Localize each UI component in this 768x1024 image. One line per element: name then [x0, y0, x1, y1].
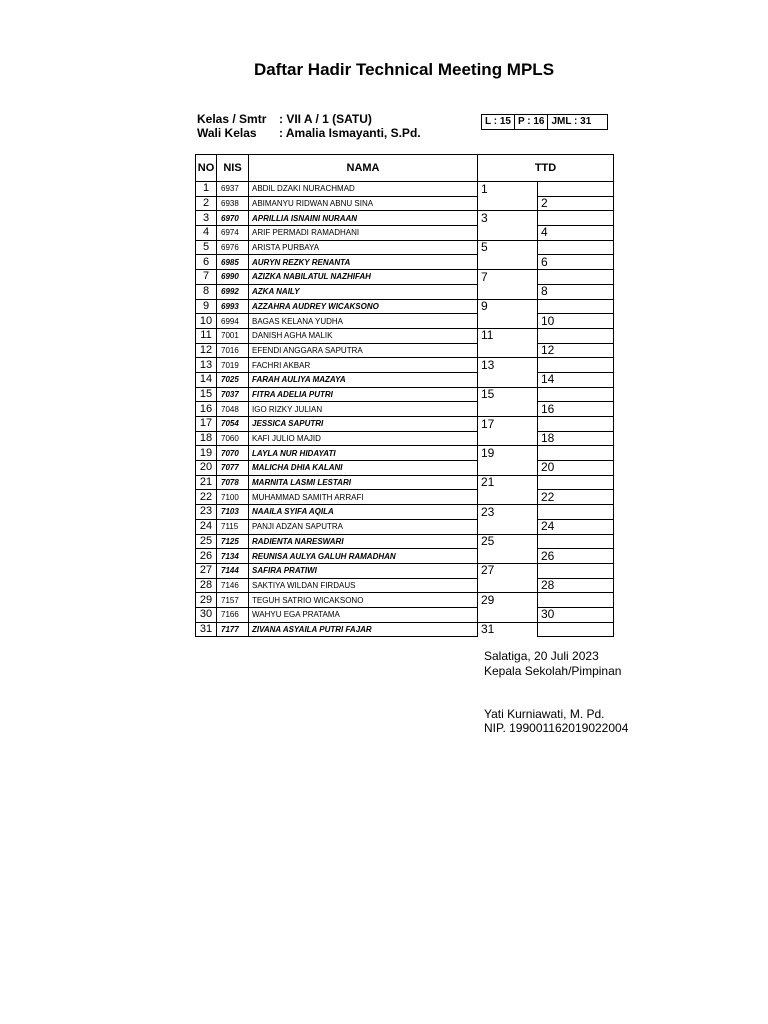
row-ttd-left: 27	[478, 563, 538, 578]
table-row	[196, 593, 614, 608]
table-row	[196, 431, 614, 446]
row-nis: 6974	[217, 226, 249, 241]
row-no: 9	[196, 299, 217, 314]
row-ttd-right	[538, 505, 614, 520]
row-ttd-right: 12	[538, 343, 614, 358]
row-nama: ARISTA PURBAYA	[249, 240, 478, 255]
male-count: L : 15	[482, 115, 515, 129]
row-no: 15	[196, 387, 217, 402]
row-nis: 6937	[217, 182, 249, 197]
row-no: 30	[196, 607, 217, 622]
row-no: 3	[196, 211, 217, 226]
row-ttd-right: 10	[538, 314, 614, 329]
table-row	[196, 446, 614, 461]
row-nama: ABDIL DZAKI NURACHMAD	[249, 182, 478, 197]
row-no: 22	[196, 490, 217, 505]
row-nis: 7134	[217, 549, 249, 564]
row-ttd-left	[478, 226, 538, 241]
row-ttd-right	[538, 270, 614, 285]
table-row	[196, 549, 614, 564]
row-nama: AZIZKA NABILATUL NAZHIFAH	[249, 270, 478, 285]
row-ttd-right: 4	[538, 226, 614, 241]
row-nama: LAYLA NUR HIDAYATI	[249, 446, 478, 461]
kelas-label: Kelas / Smtr	[197, 112, 267, 126]
row-ttd-left	[478, 461, 538, 476]
row-ttd-left	[478, 549, 538, 564]
row-nama: FITRA ADELIA PUTRI	[249, 387, 478, 402]
total-count: JML : 31	[551, 116, 592, 127]
table-row	[196, 358, 614, 373]
row-no: 18	[196, 431, 217, 446]
row-ttd-left: 1	[478, 182, 538, 197]
row-ttd-left: 3	[478, 211, 538, 226]
table-row	[196, 284, 614, 299]
row-nis: 7037	[217, 387, 249, 402]
row-ttd-right: 18	[538, 431, 614, 446]
table-row	[196, 299, 614, 314]
row-nama: FACHRI AKBAR	[249, 358, 478, 373]
row-nama: ABIMANYU RIDWAN ABNU SINA	[249, 196, 478, 211]
row-no: 7	[196, 270, 217, 285]
table-row	[196, 402, 614, 417]
row-ttd-left: 23	[478, 505, 538, 520]
signature-position: Kepala Sekolah/Pimpinan	[484, 664, 622, 678]
table-row	[196, 328, 614, 343]
row-nama: AZKA NAILY	[249, 284, 478, 299]
row-ttd-left	[478, 490, 538, 505]
table-row	[196, 226, 614, 241]
row-ttd-right	[538, 328, 614, 343]
row-nama: SAKTIYA WILDAN FIRDAUS	[249, 578, 478, 593]
row-nama: SAFIRA PRATIWI	[249, 563, 478, 578]
row-no: 29	[196, 593, 217, 608]
row-nama: BAGAS KELANA YUDHA	[249, 314, 478, 329]
row-ttd-right: 2	[538, 196, 614, 211]
row-ttd-left	[478, 578, 538, 593]
row-nis: 6970	[217, 211, 249, 226]
row-ttd-right	[538, 446, 614, 461]
row-no: 20	[196, 461, 217, 476]
row-ttd-left	[478, 314, 538, 329]
row-nama: MARNITA LASMI LESTARI	[249, 475, 478, 490]
gender-summary-box	[481, 114, 608, 130]
row-ttd-right	[538, 417, 614, 432]
row-ttd-left: 31	[478, 622, 538, 637]
row-ttd-left: 5	[478, 240, 538, 255]
row-nis: 7100	[217, 490, 249, 505]
row-nama: RADIENTA NARESWARI	[249, 534, 478, 549]
row-ttd-right	[538, 240, 614, 255]
row-nis: 7157	[217, 593, 249, 608]
row-ttd-right: 22	[538, 490, 614, 505]
signature-name: Yati Kurniawati, M. Pd.	[484, 707, 605, 721]
table-row	[196, 343, 614, 358]
row-no: 19	[196, 446, 217, 461]
row-nis: 7054	[217, 417, 249, 432]
row-nama: ZIVANA ASYAILA PUTRI FAJAR	[249, 622, 478, 637]
row-ttd-right	[538, 593, 614, 608]
wali-label: Wali Kelas	[197, 126, 257, 140]
header-no: NO	[196, 155, 217, 182]
row-ttd-left: 29	[478, 593, 538, 608]
table-row	[196, 270, 614, 285]
table-row	[196, 534, 614, 549]
row-nama: PANJI ADZAN SAPUTRA	[249, 519, 478, 534]
row-no: 31	[196, 622, 217, 637]
row-ttd-right: 30	[538, 607, 614, 622]
row-ttd-left: 13	[478, 358, 538, 373]
row-ttd-right	[538, 299, 614, 314]
header-ttd: TTD	[478, 155, 614, 182]
row-ttd-left: 17	[478, 417, 538, 432]
row-nis: 6938	[217, 196, 249, 211]
table-row	[196, 182, 614, 197]
row-ttd-left	[478, 607, 538, 622]
row-ttd-right	[538, 211, 614, 226]
row-nis: 6992	[217, 284, 249, 299]
row-no: 23	[196, 505, 217, 520]
class-info-line	[197, 112, 372, 126]
row-no: 27	[196, 563, 217, 578]
row-nis: 6990	[217, 270, 249, 285]
table-row	[196, 490, 614, 505]
row-ttd-right: 16	[538, 402, 614, 417]
row-ttd-left: 21	[478, 475, 538, 490]
row-ttd-right: 8	[538, 284, 614, 299]
row-no: 2	[196, 196, 217, 211]
row-nis: 7144	[217, 563, 249, 578]
row-ttd-left: 25	[478, 534, 538, 549]
row-ttd-left: 7	[478, 270, 538, 285]
row-ttd-left	[478, 255, 538, 270]
row-nis: 7177	[217, 622, 249, 637]
document-title: Daftar Hadir Technical Meeting MPLS	[253, 60, 555, 79]
table-row	[196, 607, 614, 622]
row-nis: 7019	[217, 358, 249, 373]
row-no: 28	[196, 578, 217, 593]
table-row	[196, 211, 614, 226]
row-ttd-right	[538, 358, 614, 373]
row-no: 6	[196, 255, 217, 270]
row-nis: 7048	[217, 402, 249, 417]
row-nis: 7077	[217, 461, 249, 476]
row-ttd-right	[538, 534, 614, 549]
row-ttd-right	[538, 475, 614, 490]
table-row	[196, 196, 614, 211]
row-nis: 7146	[217, 578, 249, 593]
row-nama: AZZAHRA AUDREY WICAKSONO	[249, 299, 478, 314]
female-count: P : 16	[515, 115, 549, 129]
row-nis: 7001	[217, 328, 249, 343]
table-row	[196, 255, 614, 270]
row-nama: IGO RIZKY JULIAN	[249, 402, 478, 417]
row-ttd-right: 24	[538, 519, 614, 534]
row-nis: 7125	[217, 534, 249, 549]
row-ttd-left	[478, 372, 538, 387]
row-ttd-right: 14	[538, 372, 614, 387]
row-ttd-left	[478, 431, 538, 446]
row-ttd-right	[538, 563, 614, 578]
row-nama: WAHYU EGA PRATAMA	[249, 607, 478, 622]
row-nama: NAAILA SYIFA AQILA	[249, 505, 478, 520]
row-no: 16	[196, 402, 217, 417]
row-ttd-right: 26	[538, 549, 614, 564]
row-ttd-left: 11	[478, 328, 538, 343]
table-row	[196, 240, 614, 255]
row-nama: REUNISA AULYA GALUH RAMADHAN	[249, 549, 478, 564]
row-ttd-left: 15	[478, 387, 538, 402]
row-no: 13	[196, 358, 217, 373]
table-row	[196, 519, 614, 534]
row-no: 10	[196, 314, 217, 329]
row-no: 17	[196, 417, 217, 432]
row-ttd-left	[478, 196, 538, 211]
row-nama: KAFI JULIO MAJID	[249, 431, 478, 446]
table-row	[196, 417, 614, 432]
row-ttd-right	[538, 622, 614, 637]
row-nama: MALICHA DHIA KALANI	[249, 461, 478, 476]
attendance-table	[195, 154, 614, 637]
row-ttd-right: 6	[538, 255, 614, 270]
table-header-row	[196, 155, 614, 182]
row-no: 5	[196, 240, 217, 255]
homeroom-line	[197, 126, 421, 140]
row-ttd-right: 28	[538, 578, 614, 593]
table-row	[196, 622, 614, 637]
row-nis: 6993	[217, 299, 249, 314]
row-ttd-right	[538, 182, 614, 197]
table-row	[196, 314, 614, 329]
row-no: 1	[196, 182, 217, 197]
row-nis: 7016	[217, 343, 249, 358]
table-row	[196, 563, 614, 578]
row-ttd-left	[478, 519, 538, 534]
row-nis: 6994	[217, 314, 249, 329]
row-nama: AURYN REZKY RENANTA	[249, 255, 478, 270]
row-no: 4	[196, 226, 217, 241]
table-row	[196, 372, 614, 387]
row-nis: 7060	[217, 431, 249, 446]
row-nis: 7166	[217, 607, 249, 622]
table-row	[196, 461, 614, 476]
row-no: 21	[196, 475, 217, 490]
row-ttd-left: 19	[478, 446, 538, 461]
header-nis: NIS	[217, 155, 249, 182]
table-row	[196, 387, 614, 402]
row-no: 26	[196, 549, 217, 564]
row-nama: FARAH AULIYA MAZAYA	[249, 372, 478, 387]
row-no: 8	[196, 284, 217, 299]
row-ttd-left	[478, 343, 538, 358]
row-ttd-right	[538, 387, 614, 402]
row-ttd-left: 9	[478, 299, 538, 314]
row-nis: 6985	[217, 255, 249, 270]
row-nis: 7078	[217, 475, 249, 490]
row-ttd-right: 20	[538, 461, 614, 476]
row-nis: 7115	[217, 519, 249, 534]
row-nama: DANISH AGHA MALIK	[249, 328, 478, 343]
row-nama: MUHAMMAD SAMITH ARRAFI	[249, 490, 478, 505]
wali-value: : Amalia Ismayanti, S.Pd.	[279, 126, 421, 140]
row-nama: APRILLIA ISNAINI NURAAN	[249, 211, 478, 226]
row-nis: 6976	[217, 240, 249, 255]
row-no: 12	[196, 343, 217, 358]
row-ttd-left	[478, 284, 538, 299]
row-nama: ARIF PERMADI RAMADHANI	[249, 226, 478, 241]
row-nis: 7070	[217, 446, 249, 461]
row-nama: TEGUH SATRIO WICAKSONO	[249, 593, 478, 608]
row-ttd-left	[478, 402, 538, 417]
row-no: 25	[196, 534, 217, 549]
signature-place-date: Salatiga, 20 Juli 2023	[484, 649, 599, 663]
table-row	[196, 578, 614, 593]
table-row	[196, 475, 614, 490]
row-nama: EFENDI ANGGARA SAPUTRA	[249, 343, 478, 358]
row-nis: 7025	[217, 372, 249, 387]
table-body	[196, 182, 614, 637]
signature-nip: NIP. 199001162019022004	[484, 721, 629, 735]
header-nama: NAMA	[249, 155, 478, 182]
row-no: 24	[196, 519, 217, 534]
kelas-value: : VII A / 1 (SATU)	[279, 112, 372, 126]
row-no: 14	[196, 372, 217, 387]
row-nama: JESSICA SAPUTRI	[249, 417, 478, 432]
row-no: 11	[196, 328, 217, 343]
row-nis: 7103	[217, 505, 249, 520]
table-row	[196, 505, 614, 520]
